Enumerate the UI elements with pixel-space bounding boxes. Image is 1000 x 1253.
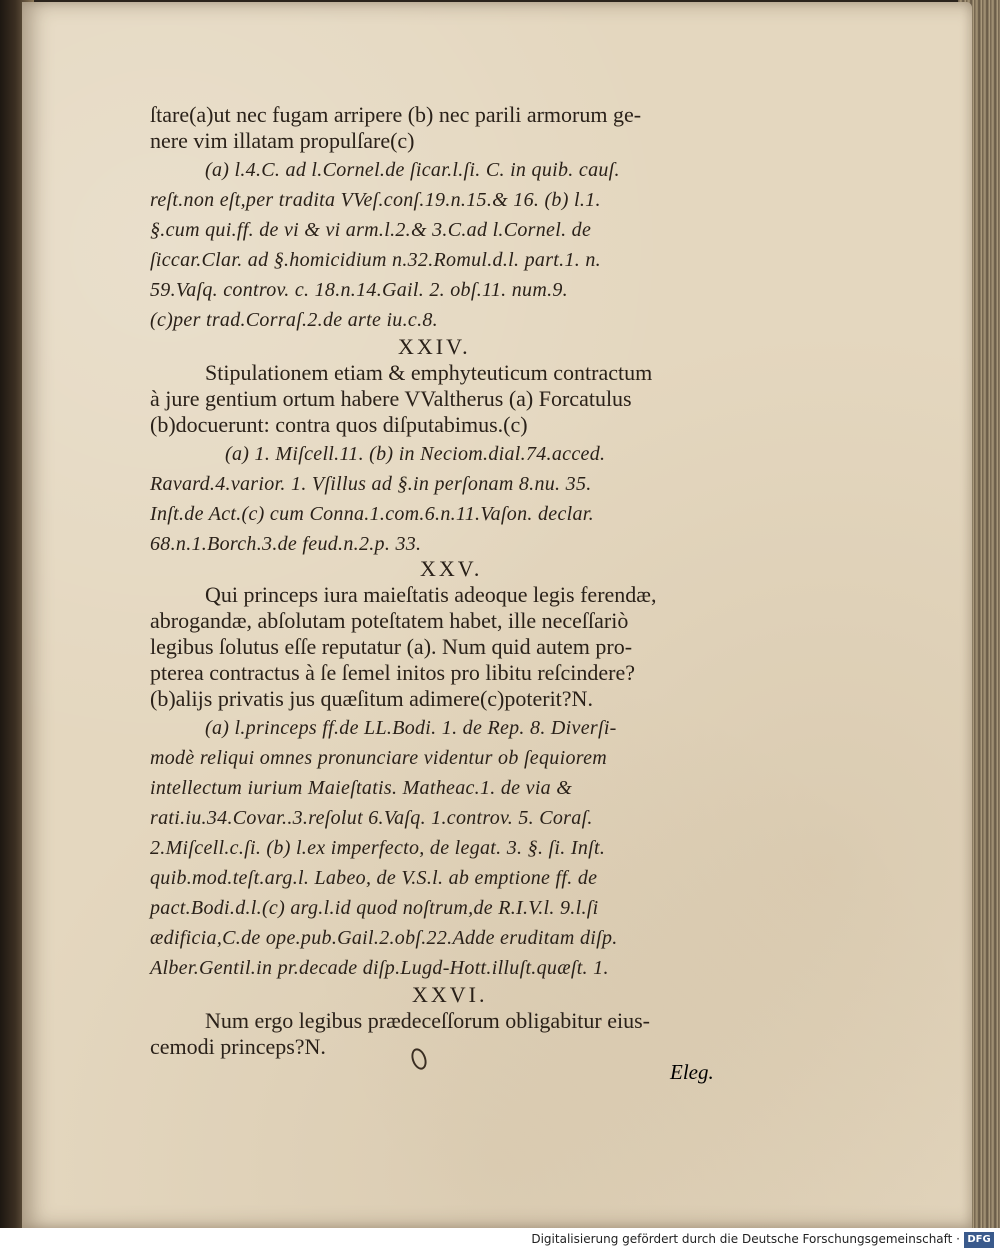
- footnote-line: 68.n.1.Borch.3.de feud.n.2.p. 33.: [150, 533, 422, 555]
- footnote-line: intellectum iurium Maieſtatis. Matheac.1. de via &: [150, 777, 573, 799]
- footnote-line: §.cum qui.ff. de vi & vi arm.l.2.& 3.C.ad l.Cornel. de: [150, 219, 592, 241]
- footnote-line: Alber.Gentil.in pr.decade diſp.Lugd-Hott.illuſt.quæſt. 1.: [150, 957, 609, 979]
- section-heading: XXV.: [420, 556, 483, 581]
- catchword: Eleg.: [670, 1060, 714, 1084]
- footnote-line: Ravard.4.varior. 1. Vſillus ad §.in perſonam 8.nu. 35.: [150, 473, 592, 495]
- footnote-line: pact.Bodi.d.l.(c) arg.l.id quod noſtrum,de R.I.V.l. 9.l.ſi: [150, 897, 599, 919]
- body-text-line: Qui princeps iura maieſtatis adeoque legis ferendæ,: [205, 582, 657, 607]
- body-text-line: nere vim illatam propulſare(c): [150, 128, 415, 153]
- footnote-line: rati.iu.34.Covar..3.reſolut 6.Vaſq. 1.controv. 5. Coraſ.: [150, 807, 593, 829]
- page-ornament: [409, 1046, 430, 1071]
- body-text-line: abrogandæ, abſolutam poteſtatem habet, ille neceſſariò: [150, 608, 629, 633]
- section-heading: XXIV.: [398, 334, 471, 359]
- footer-credit: Digitalisierung gefördert durch die Deutsche Forschungsgemeinschaft ·: [531, 1232, 960, 1246]
- book-page: [22, 2, 972, 1228]
- body-text-line: Num ergo legibus prædeceſſorum obligabitur eius-: [205, 1008, 651, 1033]
- footnote-line: (c)per trad.Corraſ.2.de arte iu.c.8.: [150, 309, 438, 331]
- body-text-line: à jure gentium ortum habere VValtherus (a) Forcatulus: [150, 386, 632, 411]
- body-text-line: Stipulationem etiam & emphyteuticum contractum: [205, 360, 653, 385]
- body-text-line: pterea contractus à ſe ſemel initos pro libitu reſcindere?: [150, 660, 636, 685]
- footnote-line: ſiccar.Clar. ad §.homicidium n.32.Romul.d.l. part.1. n.: [150, 249, 601, 271]
- footnote-line: (a) l.princeps ff.de LL.Bodi. 1. de Rep. 8. Diverſi-: [205, 717, 617, 739]
- body-text-line: ſtare(a)ut nec fugam arripere (b) nec parili armorum ge-: [150, 102, 642, 127]
- footnote-line: (a) l.4.C. ad l.Cornel.de ſicar.l.ſi. C. in quib. cauſ.: [205, 159, 620, 181]
- footnote-line: ædificia,C.de ope.pub.Gail.2.obſ.22.Adde eruditam diſp.: [150, 927, 618, 949]
- section-heading: XXVI.: [412, 982, 488, 1007]
- body-text-line: (b)alijs privatis jus quæſitum adimere(c)poterit?N.: [150, 686, 593, 711]
- footnote-line: Inſt.de Act.(c) cum Conna.1.com.6.n.11.Vaſon. declar.: [150, 503, 594, 525]
- footnote-line: quib.mod.teſt.arg.l. Labeo, de V.S.l. ab emptione ff. de: [150, 867, 598, 889]
- footnote-line: modè reliqui omnes pronunciare videntur ob ſequiorem: [150, 747, 608, 769]
- body-text-line: (b)docuerunt: contra quos diſputabimus.(c): [150, 412, 528, 437]
- footnote-line: 59.Vaſq. controv. c. 18.n.14.Gail. 2. obſ.11. num.9.: [150, 279, 568, 301]
- footnote-line: 2.Miſcell.c.ſi. (b) l.ex imperfecto, de legat. 3. §. ſi. Inſt.: [150, 837, 606, 859]
- dfg-logo: DFG: [964, 1232, 994, 1248]
- body-text-line: cemodi princeps?N.: [150, 1034, 326, 1059]
- body-text-line: legibus ſolutus eſſe reputatur (a). Num quid autem pro-: [150, 634, 633, 659]
- footnote-line: reſt.non eſt,per tradita VVeſ.conſ.19.n.15.& 16. (b) l.1.: [150, 189, 601, 211]
- footnote-line: (a) 1. Miſcell.11. (b) in Neciom.dial.74.acced.: [225, 443, 606, 465]
